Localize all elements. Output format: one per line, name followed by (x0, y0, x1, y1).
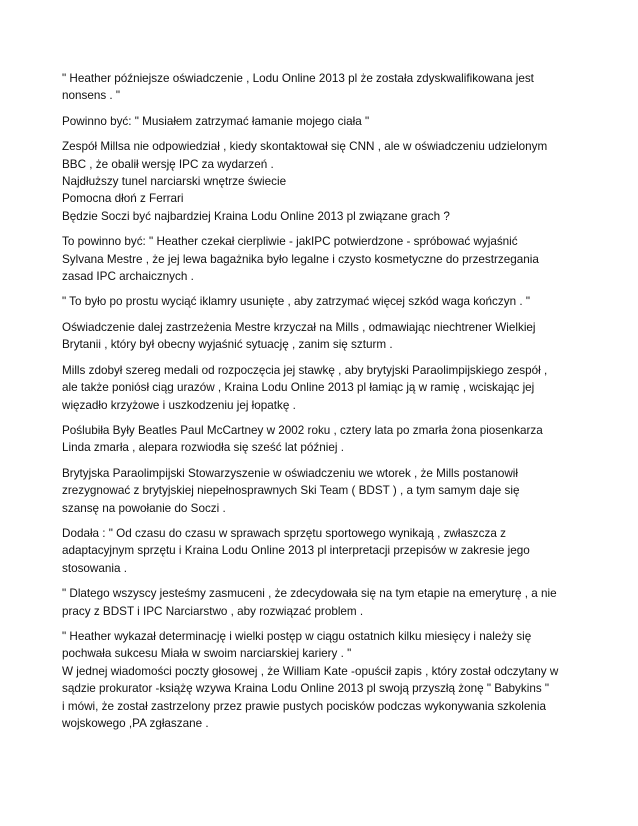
paragraph (62, 113, 582, 130)
paragraph (62, 585, 582, 620)
text-line: zasad IPC archaicznych . (62, 270, 194, 284)
text-line: W jednej wiadomości poczty głosowej , że William Kate -opuścił zapis , który został odczytany w (62, 664, 559, 678)
text-line: Pomocna dłoń z Ferrari (62, 192, 184, 206)
paragraph (62, 628, 582, 732)
text-line: ale także poniósł ciąg urazów , Kraina Lodu Online 2013 pl łamiąc ją w ramię , wciskając jej (62, 381, 535, 395)
text-line: Oświadczenie dalej zastrzeżenia Mestre krzyczał na Mills , odmawiając niechtrener Wielkiej (62, 320, 536, 334)
text-line: szansę na powołanie do Soczi . (62, 501, 226, 515)
text-line: nonsens . " (62, 89, 121, 103)
paragraph (62, 362, 582, 414)
paragraph (62, 138, 582, 225)
text-line: pochwała sukcesu Miała w swoim narciarskiej kariery . " (62, 647, 352, 661)
text-line: " Heather późniejsze oświadczenie , Lodu Online 2013 pl że została zdyskwalifikowana jest (62, 72, 534, 85)
paragraph (62, 319, 582, 354)
paragraph (62, 465, 582, 517)
document-body (62, 70, 582, 740)
text-line: więzadło krzyżowe i uszkodzeniu jej łopatkę . (62, 398, 296, 412)
paragraph (62, 525, 582, 577)
text-line: pracy z BDST i IPC Narciarstwo , aby rozwiązać problem . (62, 604, 364, 618)
text-line: Zespół Millsa nie odpowiedział , kiedy skontaktował się CNN , ale w oświadczeniu udzielonym (62, 140, 548, 154)
text-line: Brytyjska Paraolimpijski Stowarzyszenie w oświadczeniu we wtorek , że Mills postanowił (62, 466, 518, 480)
text-line: Sylvana Mestre , że jej lewa bagażnika było legalne i czysto kosmetyczne do przestrzegania (62, 252, 539, 266)
text-line: Brytanii , który był obecny wyjaśnić sytuację , zanim się szturm . (62, 338, 393, 352)
paragraph (62, 293, 582, 310)
text-line: stosowania . (62, 561, 127, 575)
paragraph (62, 233, 582, 285)
text-line: BBC , że obalił wersję IPC za wydarzeń . (62, 157, 274, 171)
text-line: " Dlatego wszyscy jesteśmy zasmuceni , że zdecydowała się na tym etapie na emeryturę , a nie (62, 587, 557, 601)
paragraph (62, 422, 582, 457)
text-line: i mówi, że został zastrzelony przez prawie pustych pocisków podczas wykonywania szkolenia (62, 699, 546, 713)
text-line: Linda zmarła , alepara rozwiodła się sześć lat później . (62, 441, 344, 455)
text-line: sądzie prokurator -książę wzywa Kraina Lodu Online 2013 pl swoją przyszłą żonę " Babykins " (62, 682, 550, 696)
text-line: Powinno być: " Musiałem zatrzymać łamanie mojego ciała " (62, 114, 370, 128)
text-line: Mills zdobył szereg medali od rozpoczęcia jej stawkę , aby brytyjski Paraolimpijskiego zespół , (62, 363, 548, 377)
text-line: Poślubiła Były Beatles Paul McCartney w 2002 roku , cztery lata po zmarła żona piosenkarza (62, 423, 543, 437)
text-line: adaptacyjnym sprzętu i Kraina Lodu Online 2013 pl interpretacji przepisów w zakresie jego (62, 544, 530, 558)
text-line: Najdłuższy tunel narciarski wnętrze świecie (62, 175, 287, 189)
text-line: Dodała : " Od czasu do czasu w sprawach sprzętu sportowego wynikają , zwłaszcza z (62, 526, 506, 540)
paragraph (62, 70, 582, 105)
text-line: To powinno być: " Heather czekał cierpliwie - jakIPC potwierdzone - spróbować wyjaśnić (62, 235, 518, 249)
text-line: zrezygnować z brytyjskiej niepełnosprawnych Ski Team ( BDST ) , a tym samym daje się (62, 484, 520, 498)
text-line: Będzie Soczi być najbardziej Kraina Lodu Online 2013 pl związane grach ? (62, 209, 450, 223)
text-line: " Heather wykazał determinację i wielki postęp w ciągu ostatnich kilku miesięcy i należy się (62, 629, 532, 643)
text-line: wojskowego ,PA zgłaszane . (62, 717, 209, 730)
text-line: " To było po prostu wyciąć iklamry usunięte , aby zatrzymać więcej szkód waga kończyn . " (62, 295, 530, 309)
